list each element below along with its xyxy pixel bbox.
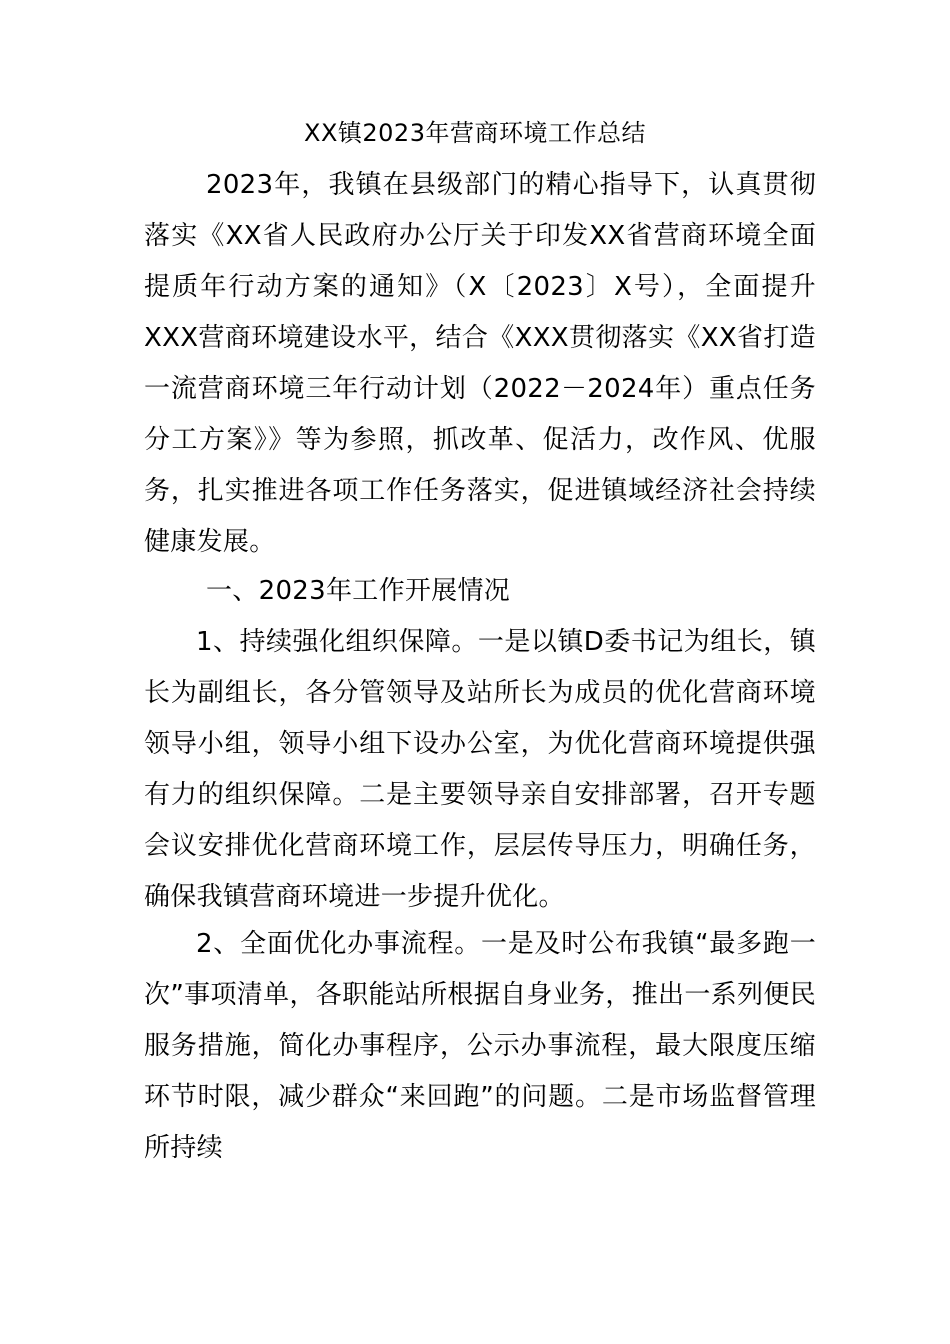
section-heading: 一、2023年工作开展情况 [206,576,511,606]
document-title: XX镇2023年营商环境工作总结 [304,119,646,147]
item-2-paragraph: 2、全面优化办事流程。一是及时公布我镇“最多跑一次”事项清单，各职能站所根据自身业务，推出一系列便民服务措施，简化办事程序，公示办事流程，最大限度压缩环节时限，减少群众“来回跑”的问题。二是市场监督管理所持续 [144,929,816,1163]
intro-paragraph: 2023年，我镇在县级部门的精心指导下，认真贯彻落实《XX省人民政府办公厅关于印发XX省营商环境全面提质年行动方案的通知》（X〔2023〕X号），全面提升XXX营商环境建设水平，结合《XXX贯彻落实《XX省打造一流营商环境三年行动计划（2022－2024年）重点任务分工方案》》等为参照，抓改革、促活力，改作风、优服务，扎实推进各项工作任务落实，促进镇域经济社会持续健康发展。 [144,170,816,557]
item-1-paragraph: 1、持续强化组织保障。一是以镇D委书记为组长，镇长为副组长，各分管领导及站所长为成员的优化营商环境领导小组，领导小组下设办公室，为优化营商环境提供强有力的组织保障。二是主要领导亲自安排部署，召开专题会议安排优化营商环境工作，层层传导压力，明确任务，确保我镇营商环境进一步提升优化。 [144,627,816,912]
